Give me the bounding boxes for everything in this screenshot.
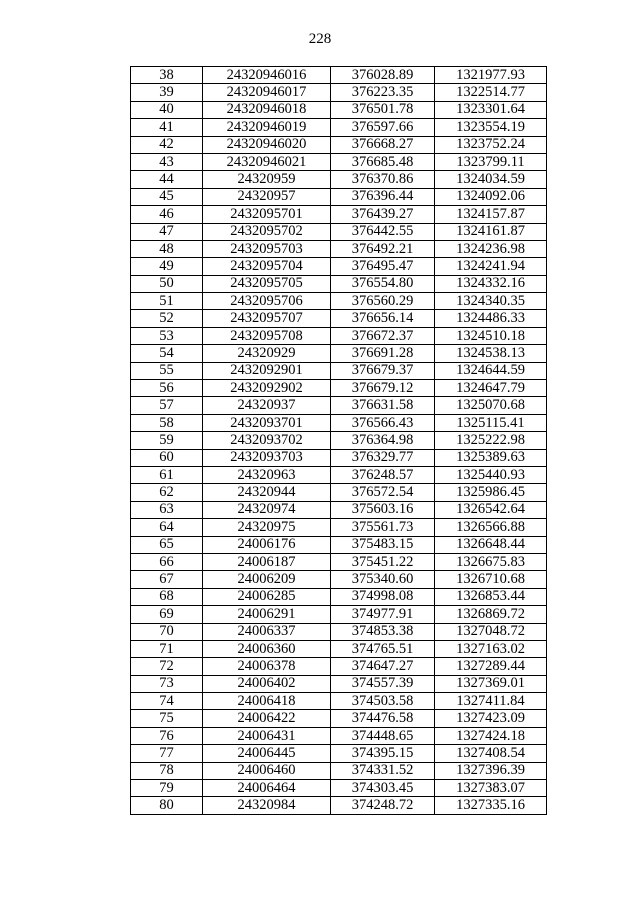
row-index-cell: 62	[131, 484, 203, 501]
point-id-cell: 2432095704	[203, 258, 331, 275]
point-id-cell: 24320984	[203, 797, 331, 814]
table-row	[131, 606, 547, 623]
row-index-cell: 42	[131, 136, 203, 153]
y-coordinate-cell: 1324161.87	[435, 223, 547, 240]
y-coordinate-cell: 1324092.06	[435, 188, 547, 205]
row-index-cell: 80	[131, 797, 203, 814]
x-coordinate-cell: 376501.78	[331, 101, 435, 118]
y-coordinate-cell: 1327048.72	[435, 623, 547, 640]
y-coordinate-cell: 1327383.07	[435, 780, 547, 797]
y-coordinate-cell: 1327423.09	[435, 710, 547, 727]
x-coordinate-cell: 374853.38	[331, 623, 435, 640]
point-id-cell: 24320946016	[203, 67, 331, 84]
x-coordinate-cell: 376439.27	[331, 206, 435, 223]
table-row	[131, 623, 547, 640]
point-id-cell: 24320946018	[203, 101, 331, 118]
point-id-cell: 24320944	[203, 484, 331, 501]
table-row	[131, 762, 547, 779]
table-row	[131, 588, 547, 605]
point-id-cell: 24006378	[203, 658, 331, 675]
table-row	[131, 432, 547, 449]
x-coordinate-cell: 374998.08	[331, 588, 435, 605]
table-row	[131, 153, 547, 170]
x-coordinate-cell: 376572.54	[331, 484, 435, 501]
point-id-cell: 2432095706	[203, 293, 331, 310]
table-row	[131, 466, 547, 483]
point-id-cell: 24006209	[203, 571, 331, 588]
x-coordinate-cell: 376691.28	[331, 345, 435, 362]
table-row	[131, 101, 547, 118]
row-index-cell: 61	[131, 466, 203, 483]
table-row	[131, 258, 547, 275]
y-coordinate-cell: 1324034.59	[435, 171, 547, 188]
x-coordinate-cell: 376668.27	[331, 136, 435, 153]
table-row	[131, 797, 547, 814]
row-index-cell: 60	[131, 449, 203, 466]
table-row	[131, 484, 547, 501]
row-index-cell: 75	[131, 710, 203, 727]
x-coordinate-cell: 376685.48	[331, 153, 435, 170]
point-id-cell: 24006337	[203, 623, 331, 640]
point-id-cell: 24320946021	[203, 153, 331, 170]
y-coordinate-cell: 1323301.64	[435, 101, 547, 118]
y-coordinate-cell: 1326869.72	[435, 606, 547, 623]
y-coordinate-cell: 1327289.44	[435, 658, 547, 675]
table-row	[131, 693, 547, 710]
y-coordinate-cell: 1323799.11	[435, 153, 547, 170]
y-coordinate-cell: 1324332.16	[435, 275, 547, 292]
row-index-cell: 48	[131, 240, 203, 257]
point-id-cell: 2432092901	[203, 362, 331, 379]
x-coordinate-cell: 376370.86	[331, 171, 435, 188]
x-coordinate-cell: 374448.65	[331, 727, 435, 744]
row-index-cell: 79	[131, 780, 203, 797]
row-index-cell: 39	[131, 84, 203, 101]
x-coordinate-cell: 376492.21	[331, 240, 435, 257]
row-index-cell: 55	[131, 362, 203, 379]
x-coordinate-cell: 374248.72	[331, 797, 435, 814]
table-row	[131, 675, 547, 692]
x-coordinate-cell: 375451.22	[331, 553, 435, 570]
table-row	[131, 206, 547, 223]
row-index-cell: 50	[131, 275, 203, 292]
x-coordinate-cell: 376495.47	[331, 258, 435, 275]
table-row	[131, 727, 547, 744]
point-id-cell: 2432093702	[203, 432, 331, 449]
point-id-cell: 24320937	[203, 397, 331, 414]
x-coordinate-cell: 376597.66	[331, 119, 435, 136]
x-coordinate-cell: 376248.57	[331, 466, 435, 483]
table-row	[131, 640, 547, 657]
table-row	[131, 449, 547, 466]
point-id-cell: 24006464	[203, 780, 331, 797]
row-index-cell: 76	[131, 727, 203, 744]
point-id-cell: 2432095708	[203, 327, 331, 344]
x-coordinate-cell: 376631.58	[331, 397, 435, 414]
x-coordinate-cell: 376329.77	[331, 449, 435, 466]
row-index-cell: 68	[131, 588, 203, 605]
row-index-cell: 45	[131, 188, 203, 205]
table-row	[131, 171, 547, 188]
table-row	[131, 780, 547, 797]
point-id-cell: 24006422	[203, 710, 331, 727]
y-coordinate-cell: 1324157.87	[435, 206, 547, 223]
x-coordinate-cell: 374647.27	[331, 658, 435, 675]
x-coordinate-cell: 376028.89	[331, 67, 435, 84]
row-index-cell: 52	[131, 310, 203, 327]
row-index-cell: 71	[131, 640, 203, 657]
y-coordinate-cell: 1327163.02	[435, 640, 547, 657]
x-coordinate-cell: 376364.98	[331, 432, 435, 449]
table-row	[131, 136, 547, 153]
x-coordinate-cell: 376566.43	[331, 414, 435, 431]
point-id-cell: 24006360	[203, 640, 331, 657]
x-coordinate-cell: 376679.12	[331, 380, 435, 397]
y-coordinate-cell: 1323554.19	[435, 119, 547, 136]
row-index-cell: 78	[131, 762, 203, 779]
point-id-cell: 24006176	[203, 536, 331, 553]
table-row	[131, 67, 547, 84]
y-coordinate-cell: 1327369.01	[435, 675, 547, 692]
y-coordinate-cell: 1322514.77	[435, 84, 547, 101]
y-coordinate-cell: 1323752.24	[435, 136, 547, 153]
y-coordinate-cell: 1326853.44	[435, 588, 547, 605]
y-coordinate-cell: 1326566.88	[435, 519, 547, 536]
x-coordinate-cell: 374395.15	[331, 745, 435, 762]
x-coordinate-cell: 374303.45	[331, 780, 435, 797]
x-coordinate-cell: 376679.37	[331, 362, 435, 379]
row-index-cell: 41	[131, 119, 203, 136]
y-coordinate-cell: 1327335.16	[435, 797, 547, 814]
point-id-cell: 24320974	[203, 501, 331, 518]
y-coordinate-cell: 1327396.39	[435, 762, 547, 779]
y-coordinate-cell: 1324647.79	[435, 380, 547, 397]
table-row	[131, 310, 547, 327]
table-row	[131, 362, 547, 379]
point-id-cell: 24006445	[203, 745, 331, 762]
table-row	[131, 553, 547, 570]
x-coordinate-cell: 375561.73	[331, 519, 435, 536]
table-row	[131, 414, 547, 431]
point-id-cell: 24320929	[203, 345, 331, 362]
point-id-cell: 2432095702	[203, 223, 331, 240]
y-coordinate-cell: 1327408.54	[435, 745, 547, 762]
y-coordinate-cell: 1325070.68	[435, 397, 547, 414]
point-id-cell: 24320946019	[203, 119, 331, 136]
x-coordinate-cell: 374765.51	[331, 640, 435, 657]
row-index-cell: 53	[131, 327, 203, 344]
row-index-cell: 66	[131, 553, 203, 570]
row-index-cell: 38	[131, 67, 203, 84]
x-coordinate-cell: 376223.35	[331, 84, 435, 101]
y-coordinate-cell: 1326675.83	[435, 553, 547, 570]
row-index-cell: 65	[131, 536, 203, 553]
row-index-cell: 40	[131, 101, 203, 118]
x-coordinate-cell: 376442.55	[331, 223, 435, 240]
point-id-cell: 24006402	[203, 675, 331, 692]
row-index-cell: 77	[131, 745, 203, 762]
y-coordinate-cell: 1325222.98	[435, 432, 547, 449]
table-row	[131, 275, 547, 292]
point-id-cell: 24320946020	[203, 136, 331, 153]
row-index-cell: 64	[131, 519, 203, 536]
row-index-cell: 44	[131, 171, 203, 188]
row-index-cell: 69	[131, 606, 203, 623]
table-row	[131, 501, 547, 518]
table-row	[131, 571, 547, 588]
table-row	[131, 658, 547, 675]
table-row	[131, 380, 547, 397]
y-coordinate-cell: 1324236.98	[435, 240, 547, 257]
x-coordinate-cell: 374476.58	[331, 710, 435, 727]
row-index-cell: 67	[131, 571, 203, 588]
page-number: 228	[308, 31, 332, 47]
row-index-cell: 58	[131, 414, 203, 431]
point-id-cell: 2432092902	[203, 380, 331, 397]
y-coordinate-cell: 1325440.93	[435, 466, 547, 483]
table-row	[131, 188, 547, 205]
row-index-cell: 74	[131, 693, 203, 710]
y-coordinate-cell: 1324538.13	[435, 345, 547, 362]
x-coordinate-cell: 376672.37	[331, 327, 435, 344]
point-id-cell: 2432095703	[203, 240, 331, 257]
y-coordinate-cell: 1326710.68	[435, 571, 547, 588]
row-index-cell: 54	[131, 345, 203, 362]
point-id-cell: 24006187	[203, 553, 331, 570]
y-coordinate-cell: 1325986.45	[435, 484, 547, 501]
table-row	[131, 397, 547, 414]
point-id-cell: 2432093703	[203, 449, 331, 466]
point-id-cell: 24006285	[203, 588, 331, 605]
point-id-cell: 24320946017	[203, 84, 331, 101]
x-coordinate-cell: 375483.15	[331, 536, 435, 553]
y-coordinate-cell: 1326648.44	[435, 536, 547, 553]
y-coordinate-cell: 1325389.63	[435, 449, 547, 466]
row-index-cell: 47	[131, 223, 203, 240]
table-row	[131, 745, 547, 762]
table-row	[131, 119, 547, 136]
point-id-cell: 2432095701	[203, 206, 331, 223]
y-coordinate-cell: 1324510.18	[435, 327, 547, 344]
x-coordinate-cell: 376554.80	[331, 275, 435, 292]
coordinates-table	[130, 66, 547, 815]
row-index-cell: 59	[131, 432, 203, 449]
y-coordinate-cell: 1327424.18	[435, 727, 547, 744]
row-index-cell: 72	[131, 658, 203, 675]
row-index-cell: 51	[131, 293, 203, 310]
point-id-cell: 24320963	[203, 466, 331, 483]
table-row	[131, 293, 547, 310]
point-id-cell: 24006431	[203, 727, 331, 744]
y-coordinate-cell: 1325115.41	[435, 414, 547, 431]
row-index-cell: 43	[131, 153, 203, 170]
point-id-cell: 24006418	[203, 693, 331, 710]
point-id-cell: 24320957	[203, 188, 331, 205]
point-id-cell: 2432095707	[203, 310, 331, 327]
row-index-cell: 46	[131, 206, 203, 223]
x-coordinate-cell: 374331.52	[331, 762, 435, 779]
row-index-cell: 49	[131, 258, 203, 275]
point-id-cell: 2432095705	[203, 275, 331, 292]
table-row	[131, 519, 547, 536]
x-coordinate-cell: 375340.60	[331, 571, 435, 588]
row-index-cell: 73	[131, 675, 203, 692]
x-coordinate-cell: 374503.58	[331, 693, 435, 710]
point-id-cell: 24320975	[203, 519, 331, 536]
coordinates-table-body	[131, 67, 547, 815]
x-coordinate-cell: 376396.44	[331, 188, 435, 205]
row-index-cell: 57	[131, 397, 203, 414]
y-coordinate-cell: 1324644.59	[435, 362, 547, 379]
x-coordinate-cell: 374557.39	[331, 675, 435, 692]
point-id-cell: 24006460	[203, 762, 331, 779]
x-coordinate-cell: 376656.14	[331, 310, 435, 327]
y-coordinate-cell: 1324340.35	[435, 293, 547, 310]
y-coordinate-cell: 1324486.33	[435, 310, 547, 327]
y-coordinate-cell: 1327411.84	[435, 693, 547, 710]
row-index-cell: 70	[131, 623, 203, 640]
table-row	[131, 345, 547, 362]
point-id-cell: 24320959	[203, 171, 331, 188]
x-coordinate-cell: 376560.29	[331, 293, 435, 310]
table-row	[131, 710, 547, 727]
x-coordinate-cell: 374977.91	[331, 606, 435, 623]
point-id-cell: 24006291	[203, 606, 331, 623]
table-row	[131, 223, 547, 240]
row-index-cell: 56	[131, 380, 203, 397]
table-row	[131, 84, 547, 101]
table-row	[131, 536, 547, 553]
table-row	[131, 240, 547, 257]
y-coordinate-cell: 1321977.93	[435, 67, 547, 84]
y-coordinate-cell: 1324241.94	[435, 258, 547, 275]
table-row	[131, 327, 547, 344]
x-coordinate-cell: 375603.16	[331, 501, 435, 518]
point-id-cell: 2432093701	[203, 414, 331, 431]
row-index-cell: 63	[131, 501, 203, 518]
y-coordinate-cell: 1326542.64	[435, 501, 547, 518]
